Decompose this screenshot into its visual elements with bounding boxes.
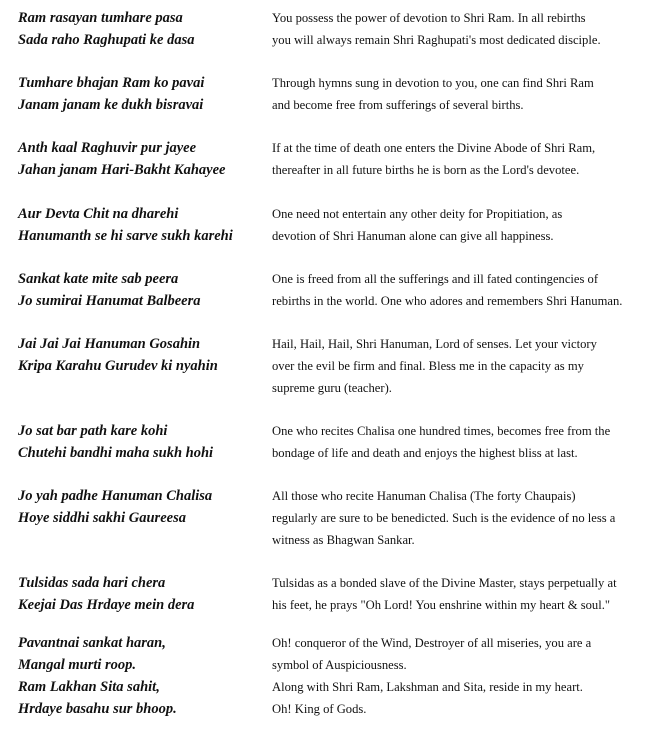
verse-line: Pavantnai sankat haran, — [18, 635, 166, 651]
translation-line: Oh! King of Gods. — [272, 702, 367, 716]
verse-line: Sankat kate mite sab peera — [18, 271, 179, 287]
verse-line: Hoye siddhi sakhi Gaureesa — [18, 510, 186, 526]
translation-text — [272, 420, 657, 464]
translation-line: One who recites Chalisa one hundred times, becomes free from the — [272, 424, 611, 438]
verse-line: Sada raho Raghupati ke dasa — [18, 32, 195, 48]
verse-line: Mangal murti roop. — [18, 657, 137, 673]
translation-text — [272, 72, 657, 116]
translation-line: devotion of Shri Hanuman alone can give all happiness. — [272, 229, 554, 243]
translation-line: witness as Bhagwan Sankar. — [272, 533, 415, 547]
translation-text — [272, 485, 657, 551]
verse-line: Aur Devta Chit na dharehi — [18, 206, 179, 222]
translation-line: bondage of life and death and enjoys the highest bliss at last. — [272, 446, 578, 460]
translation-line: supreme guru (teacher). — [272, 381, 392, 395]
translation-line: Oh! conqueror of the Wind, Destroyer of all miseries, you are a — [272, 636, 592, 650]
verse-line: Keejai Das Hrdaye mein dera — [18, 597, 195, 613]
verse-line: Jo yah padhe Hanuman Chalisa — [18, 488, 213, 504]
translation-text — [272, 572, 657, 616]
translation-line: One is freed from all the sufferings and ill fated contingencies of — [272, 272, 599, 286]
translation-line: regularly are sure to be benedicted. Such is the evidence of no less a — [272, 511, 616, 525]
translation-line: If at the time of death one enters the Divine Abode of Shri Ram, — [272, 141, 596, 155]
translation-line: over the evil be firm and final. Bless me in the capacity as my — [272, 359, 584, 373]
translation-text — [272, 333, 657, 399]
verse-text — [18, 632, 263, 720]
verse-line: Jo sat bar path kare kohi — [18, 423, 168, 439]
verse-line: Tumhare bhajan Ram ko pavai — [18, 75, 205, 91]
verse-text — [18, 137, 263, 181]
verse-line: Hrdaye basahu sur bhoop. — [18, 701, 177, 717]
translation-text — [272, 7, 657, 51]
translation-text — [272, 137, 657, 181]
verse-line: Jo sumirai Hanumat Balbeera — [18, 293, 201, 309]
verse-line: Kripa Karahu Gurudev ki nyahin — [18, 358, 218, 374]
verse-line: Ram rasayan tumhare pasa — [18, 10, 183, 26]
verse-text — [18, 268, 263, 312]
translation-line: Hail, Hail, Hail, Shri Hanuman, Lord of senses. Let your victory — [272, 337, 597, 351]
translation-line: Through hymns sung in devotion to you, one can find Shri Ram — [272, 76, 594, 90]
verse-line: Tulsidas sada hari chera — [18, 575, 166, 591]
translation-line: rebirths in the world. One who adores and remembers Shri Hanuman. — [272, 294, 623, 308]
verse-line: Hanumanth se hi sarve sukh karehi — [18, 228, 233, 244]
verse-text — [18, 572, 263, 616]
translation-line: Tulsidas as a bonded slave of the Divine Master, stays perpetually at — [272, 576, 617, 590]
verse-line: Ram Lakhan Sita sahit, — [18, 679, 160, 695]
translation-line: One need not entertain any other deity for Propitiation, as — [272, 207, 563, 221]
translation-line: thereafter in all future births he is born as the Lord's devotee. — [272, 163, 580, 177]
translation-line: you will always remain Shri Raghupati's most dedicated disciple. — [272, 33, 601, 47]
verse-text — [18, 203, 263, 247]
verse-text — [18, 420, 263, 464]
translation-text — [272, 268, 657, 312]
translation-line: You possess the power of devotion to Shri Ram. In all rebirths — [272, 11, 586, 25]
translation-line: Along with Shri Ram, Lakshman and Sita, reside in my heart. — [272, 680, 583, 694]
verse-text — [18, 333, 263, 377]
translation-line: All those who recite Hanuman Chalisa (The forty Chaupais) — [272, 489, 576, 503]
verse-line: Anth kaal Raghuvir pur jayee — [18, 140, 197, 156]
translation-line: symbol of Auspiciousness. — [272, 658, 407, 672]
verse-line: Jahan janam Hari-Bakht Kahayee — [18, 162, 226, 178]
verse-text — [18, 72, 263, 116]
verse-text — [18, 485, 263, 529]
verse-line: Janam janam ke dukh bisravai — [18, 97, 204, 113]
translation-text — [272, 203, 657, 247]
translation-line: and become free from sufferings of several births. — [272, 98, 524, 112]
verse-line: Jai Jai Jai Hanuman Gosahin — [18, 336, 201, 352]
verse-text — [18, 7, 263, 51]
translation-line: his feet, he prays "Oh Lord! You enshrine within my heart & soul." — [272, 598, 611, 612]
verse-line: Chutehi bandhi maha sukh hohi — [18, 445, 214, 461]
translation-text — [272, 632, 657, 720]
